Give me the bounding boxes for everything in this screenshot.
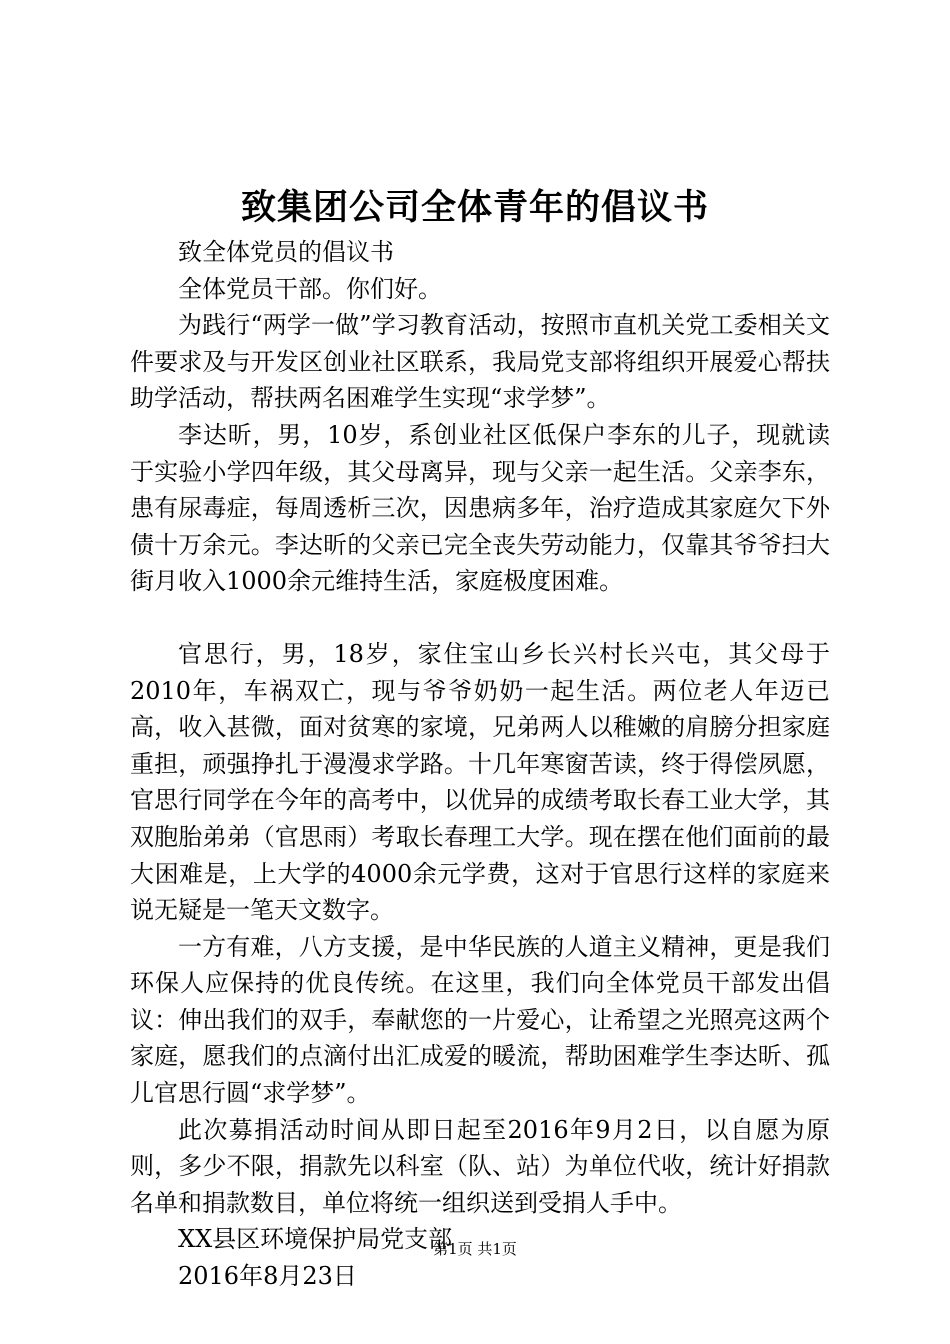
page-number-footer: 第1页 共1页 xyxy=(433,1240,517,1258)
salutation-greeting: 全体党员干部。你们好。 xyxy=(178,274,442,303)
signature-organization: XX县区环境保护局党支部 xyxy=(178,1225,453,1254)
student-one-paragraph: 李达昕，男，10岁，系创业社区低保户李东的儿子，现就读于实验小学四年级，其父母离异，现与父亲一起生活。父亲李东，患有尿毒症，每周透析三次，因患病多年，治疗造成其家庭欠下外债十万余元。李达昕的父亲已完全丧失劳动能力，仅靠其爷爷扫大街月收入1000余元维持生活，家庭极度困难。 xyxy=(130,420,830,596)
activity-details-paragraph: 此次募捐活动时间从即日起至2016年9月2日，以自愿为原则，多少不限，捐款先以科室（队、站）为单位代收，统计好捐款名单和捐款数目，单位将统一组织送到受捐人手中。 xyxy=(130,1115,830,1217)
appeal-paragraph: 一方有难，八方支援，是中华民族的人道主义精神，更是我们环保人应保持的优良传统。在这里，我们向全体党员干部发出倡议：伸出我们的双手，奉献您的一片爱心，让希望之光照亮这两个家庭，愿我们的点滴付出汇成爱的暖流，帮助困难学生李达昕、孤儿官思行圆“求学梦”。 xyxy=(130,932,830,1108)
intro-paragraph: 为践行“两学一做”学习教育活动，按照市直机关党工委相关文件要求及与开发区创业社区联系，我局党支部将组织开展爱心帮扶助学活动，帮扶两名困难学生实现“求学梦”。 xyxy=(130,311,830,413)
student-two-paragraph: 官思行，男，18岁，家住宝山乡长兴村长兴屯，其父母于2010年，车祸双亡，现与爷爷奶奶一起生活。两位老人年迈已高，收入甚微，面对贫寒的家境，兄弟两人以稚嫩的肩膀分担家庭重担，顽强挣扎于漫漫求学路。十几年寒窗苦读，终于得偿夙愿，官思行同学在今年的高考中，以优异的成绩考取长春工业大学，其双胞胎弟弟（官思雨）考取长春理工大学。现在摆在他们面前的最大困难是，上大学的4000余元学费，这对于官思行这样的家庭来说无疑是一笔天文数字。 xyxy=(130,639,830,925)
document-body xyxy=(130,234,830,1295)
salutation-heading: 致全体党员的倡议书 xyxy=(178,238,394,266)
document-title: 致集团公司全体青年的倡议书 xyxy=(240,187,709,228)
signature-date: 2016年8月23日 xyxy=(178,1262,357,1291)
